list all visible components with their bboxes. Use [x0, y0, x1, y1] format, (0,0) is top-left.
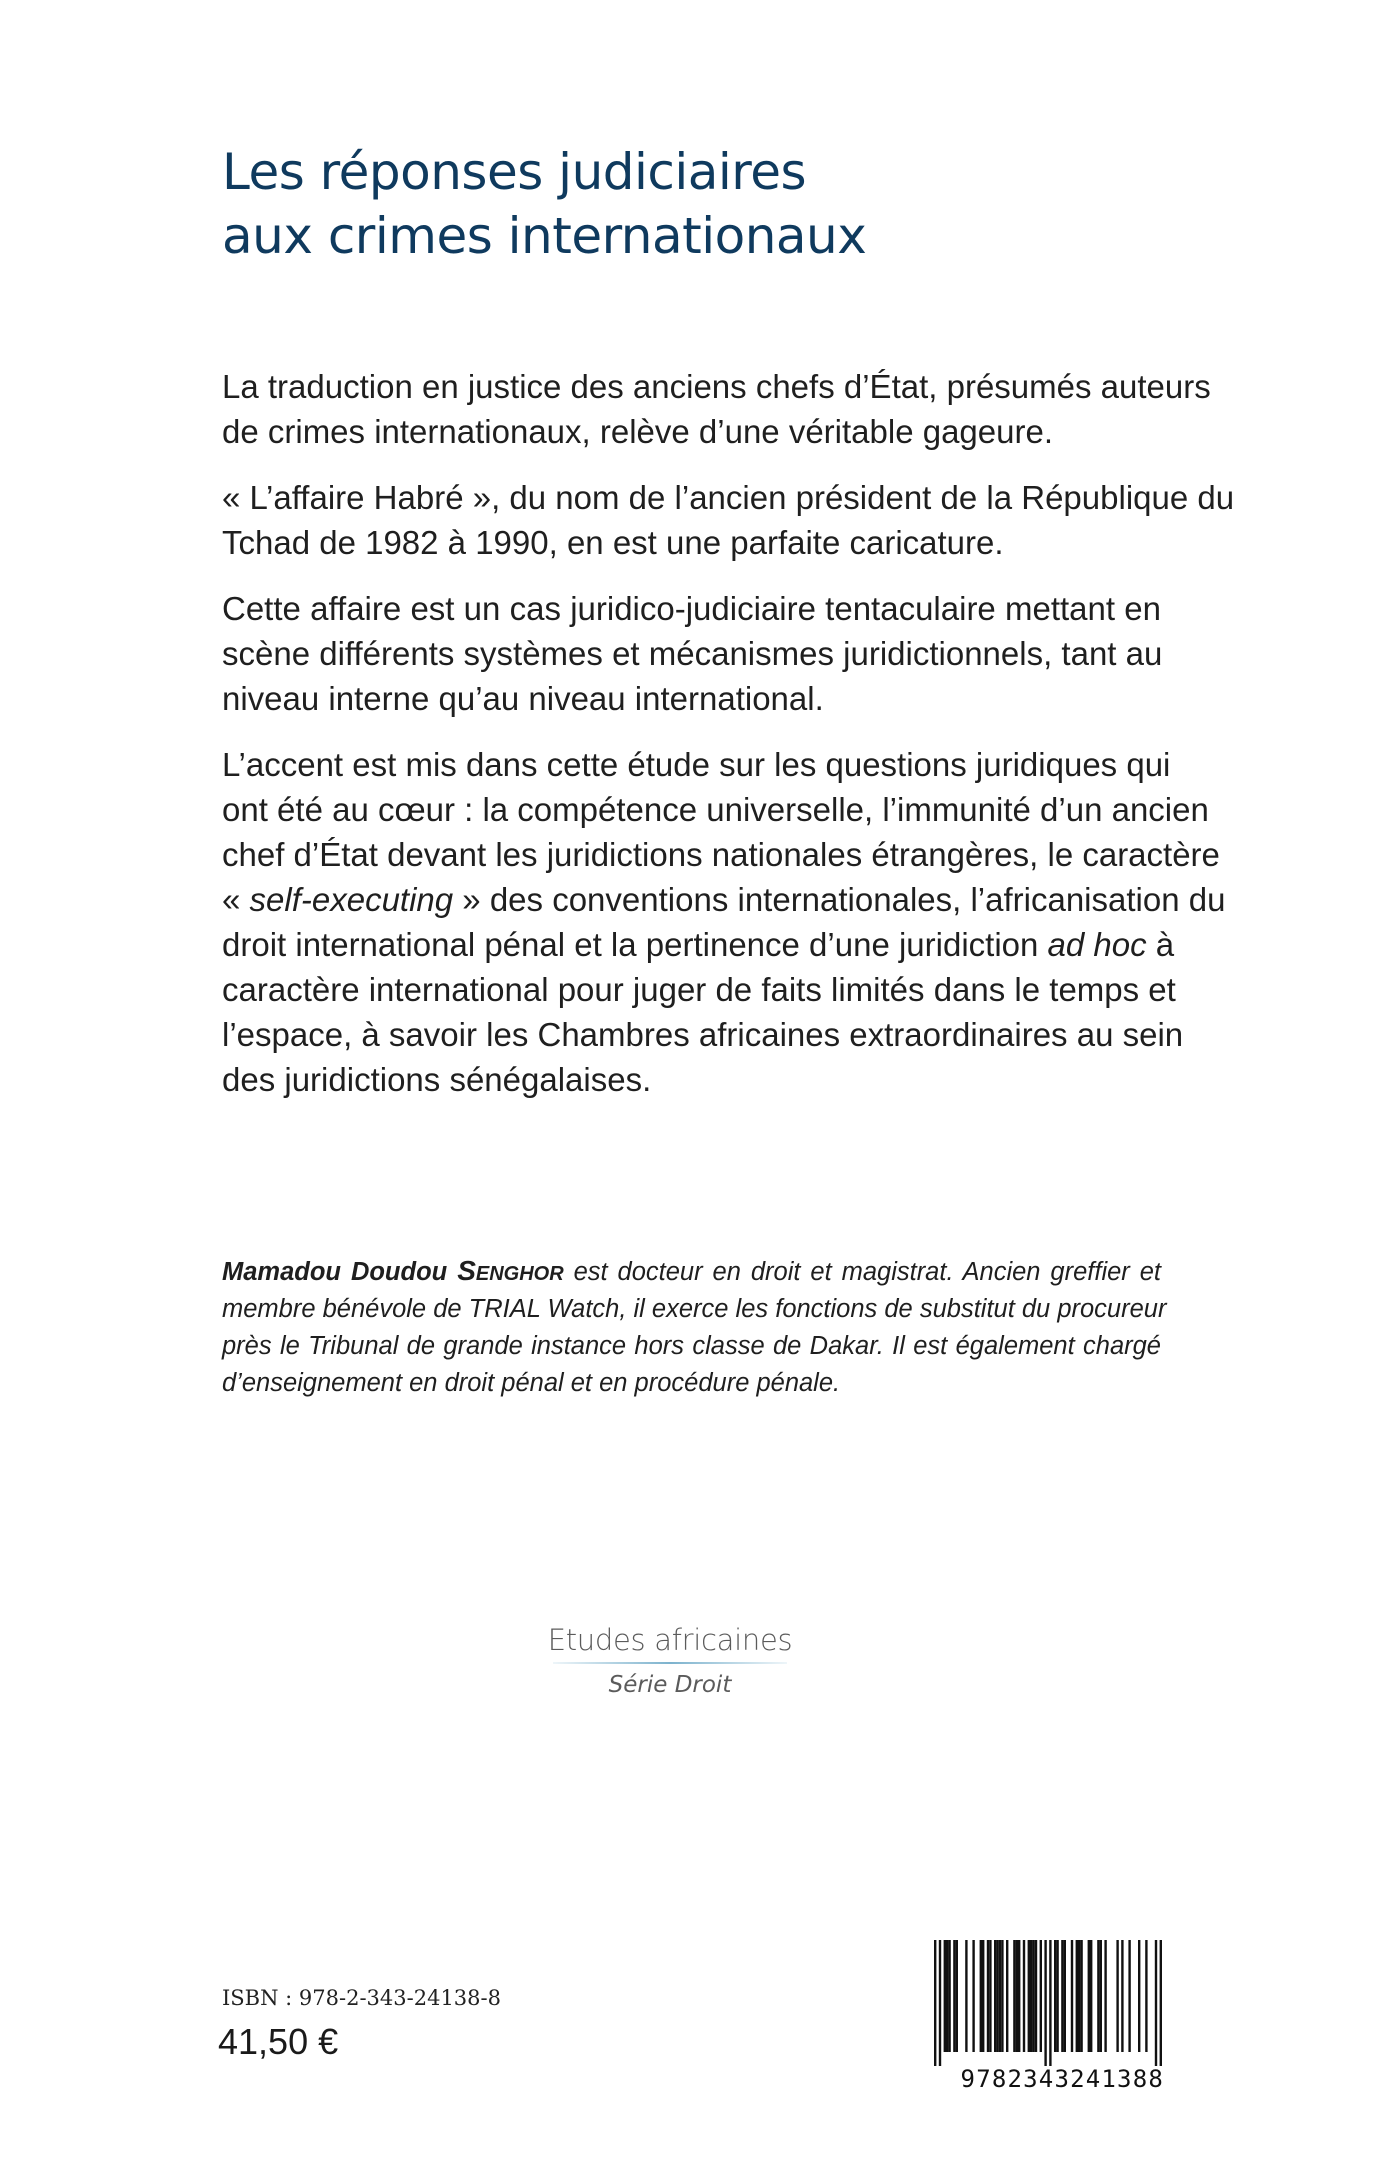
- text-line: ont été au cœur : la compétence universelle, l’immunité d’un ancien: [222, 791, 1209, 828]
- text-fragment: à: [1146, 926, 1175, 963]
- barcode-bar: [1160, 1940, 1162, 2066]
- barcode-bar: [1145, 1940, 1147, 2052]
- text-line: [222, 877, 1226, 922]
- barcode-number: 9782343241388: [960, 2065, 1164, 2093]
- text-line: Cette affaire est un cas juridico-judiciaire tentaculaire mettant en: [222, 590, 1161, 627]
- barcode-bar: [1032, 1940, 1034, 2052]
- text-line: La traduction en justice des anciens chefs d’État, présumés auteurs: [222, 368, 1211, 405]
- barcode-graphic: [894, 1940, 1164, 2070]
- series-name: Etudes africaines: [547, 1623, 793, 1657]
- text-line: l’espace, à savoir les Chambres africaines extraordinaires au sein: [222, 1016, 1184, 1053]
- text-line: d’enseignement en droit pénal et en procédure pénale.: [222, 1369, 841, 1397]
- barcode-bar: [1076, 1940, 1078, 2052]
- barcode-bar: [1044, 1940, 1046, 2066]
- barcode-bar: [999, 1940, 1001, 2052]
- price: 41,50 €: [218, 2021, 339, 2062]
- text-line: scène différents systèmes et mécanismes juridictionnels, tant au: [222, 635, 1163, 672]
- barcode-bar: [1013, 1940, 1015, 2052]
- summary-paragraph-2: [222, 475, 1235, 565]
- barcode-bar: [989, 1940, 991, 2052]
- text-fragment: droit international pénal et la pertinence d’une juridiction: [222, 926, 1048, 963]
- barcode-bar: [1071, 1940, 1073, 2052]
- text-fragment: «: [222, 881, 250, 918]
- summary-paragraph-4: [222, 742, 1226, 1102]
- text-fragment: est docteur en droit et magistrat. Ancien greffier et: [563, 1258, 1161, 1286]
- barcode-bar: [1030, 1940, 1032, 2052]
- author-surname: Senghor: [457, 1255, 564, 1286]
- barcode-bar: [1155, 1940, 1157, 2066]
- summary-paragraph-3: [222, 586, 1161, 721]
- barcode-bar: [1064, 1940, 1066, 2052]
- barcode-bar: [1097, 1940, 1099, 2052]
- barcode-bar: [1088, 1940, 1090, 2052]
- series-divider: [553, 1662, 787, 1664]
- barcode-bar: [965, 1940, 967, 2052]
- barcode-bar: [980, 1940, 982, 2052]
- barcode-bar: [1054, 1940, 1056, 2052]
- barcode-bar: [972, 1940, 974, 2052]
- barcode-bar: [1121, 1940, 1123, 2052]
- barcode-bar: [934, 1940, 936, 2066]
- barcode-bar: [987, 1940, 989, 2052]
- text-line: membre bénévole de TRIAL Watch, il exerce les fonctions de substitut du procureur: [222, 1295, 1167, 1323]
- author-first-names: Mamadou Doudou: [222, 1258, 458, 1286]
- barcode-bar: [1078, 1940, 1080, 2052]
- barcode-bar: [1006, 1940, 1008, 2052]
- italic-term: ad hoc: [1047, 926, 1147, 963]
- barcode-bar: [1104, 1940, 1106, 2052]
- barcode-bar: [1016, 1940, 1018, 2052]
- barcode-bar: [1035, 1940, 1037, 2052]
- text-line: de crimes internationaux, relève d’une véritable gageure.: [222, 413, 1053, 450]
- text-line: L’accent est mis dans cette étude sur les questions juridiques qui: [222, 746, 1171, 783]
- barcode-bar: [946, 1940, 948, 2052]
- book-title-line-1: Les réponses judiciaires: [222, 143, 807, 201]
- barcode-bar: [1023, 1940, 1025, 2052]
- text-line: caractère international pour juger de faits limités dans le temps et: [222, 971, 1176, 1008]
- summary-paragraph-1: [222, 364, 1211, 454]
- barcode-bar: [996, 1940, 998, 2052]
- text-line: Tchad de 1982 à 1990, en est une parfaite caricature.: [222, 524, 1004, 561]
- barcode-bar: [948, 1940, 950, 2052]
- text-line: niveau interne qu’au niveau international.: [222, 680, 824, 717]
- barcode-bar: [953, 1940, 955, 2052]
- book-title: [222, 140, 1222, 268]
- text-fragment: » des conventions internationales, l’africanisation du: [453, 881, 1226, 918]
- barcode-bar: [1018, 1940, 1020, 2052]
- barcode-bar: [1100, 1940, 1102, 2052]
- text-line: [222, 1252, 1161, 1291]
- barcode-bar: [1049, 1940, 1051, 2066]
- barcode-bar: [1001, 1940, 1003, 2052]
- barcode-bar: [994, 1940, 996, 2052]
- text-line: près le Tribunal de grande instance hors classe de Dakar. Il est également chargé: [222, 1332, 1161, 1360]
- barcode-bar: [1028, 1940, 1030, 2052]
- book-title-line-2: aux crimes internationaux: [222, 207, 867, 265]
- barcode-bar: [1138, 1940, 1140, 2052]
- barcode-bar: [1040, 1940, 1042, 2052]
- italic-term: self-executing: [249, 881, 454, 918]
- barcode-bar: [1090, 1940, 1092, 2052]
- text-line: des juridictions sénégalaises.: [222, 1061, 652, 1098]
- barcode-bar: [956, 1940, 958, 2052]
- barcode-bar: [1056, 1940, 1058, 2052]
- barcode-bar: [1061, 1940, 1063, 2052]
- barcode-bar: [944, 1940, 946, 2052]
- barcode-bar: [1116, 1940, 1118, 2052]
- barcode-bar: [939, 1940, 941, 2066]
- series-subtitle: Série Droit: [608, 1672, 732, 1698]
- barcode-bar: [982, 1940, 984, 2052]
- summary-text: [222, 364, 1235, 1123]
- barcode-bar: [1128, 1940, 1130, 2052]
- text-line: chef d’État devant les juridictions nationales étrangères, le caractère: [222, 836, 1220, 873]
- text-line: [222, 922, 1175, 967]
- barcode-bar: [1080, 1940, 1082, 2052]
- text-line: « L’affaire Habré », du nom de l’ancien président de la République du: [222, 479, 1235, 516]
- author-bio: [222, 1252, 1167, 1402]
- series-label: [540, 1622, 800, 1700]
- isbn: ISBN : 978-2-343-24138-8: [222, 1986, 501, 2010]
- barcode: [894, 1940, 1164, 2100]
